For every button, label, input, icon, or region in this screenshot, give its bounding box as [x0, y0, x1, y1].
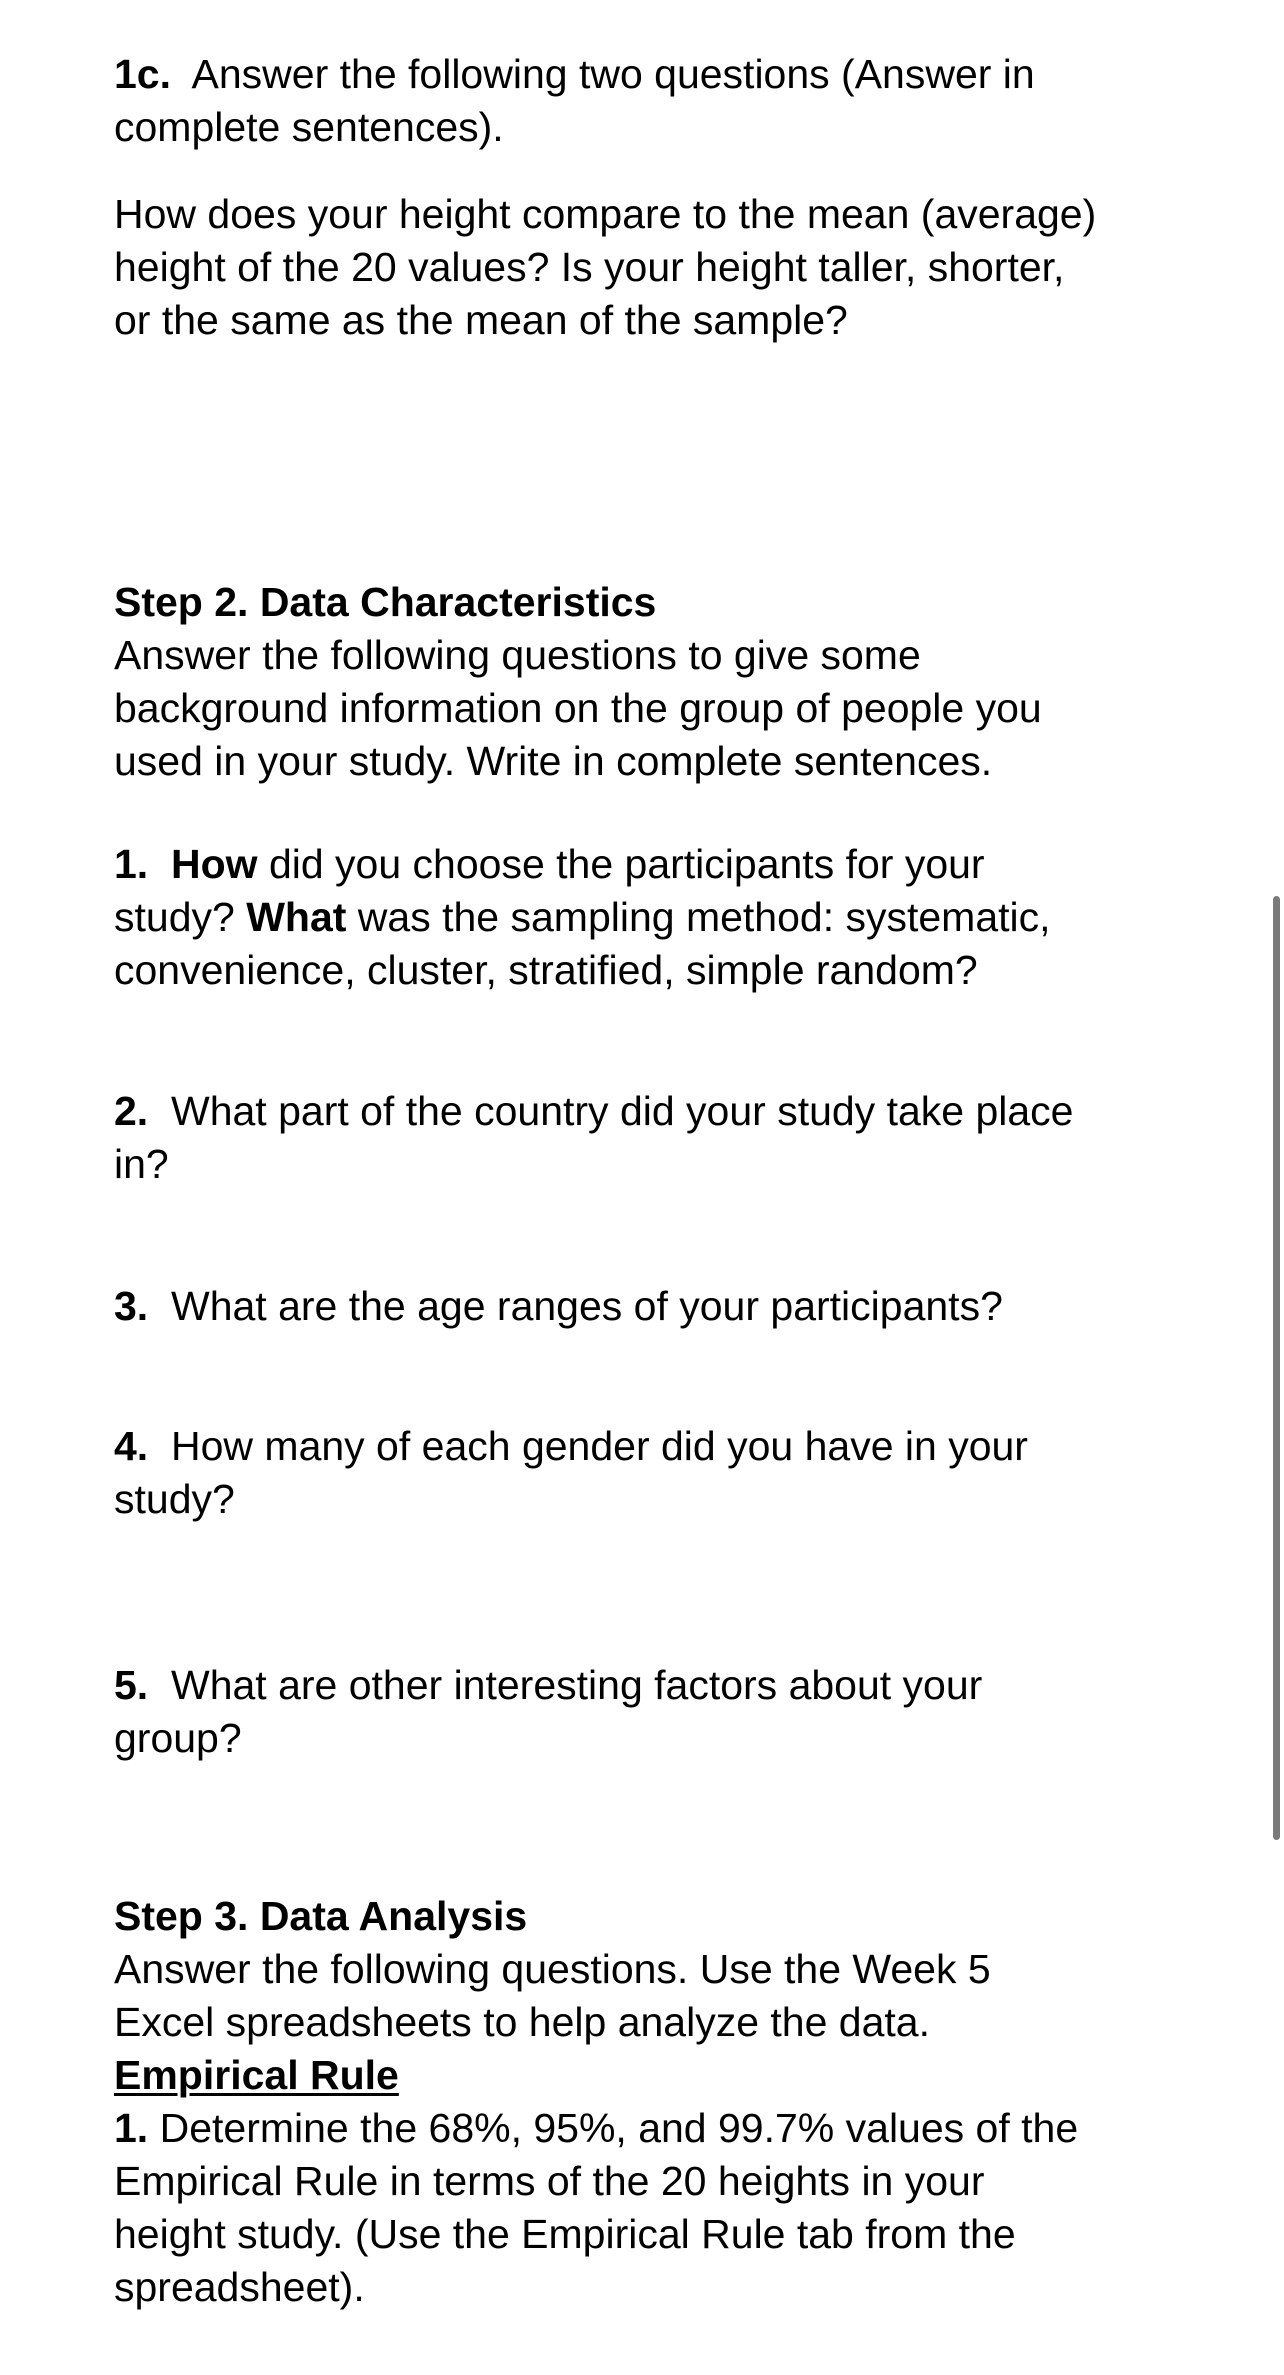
step-2-question-2: 2. What part of the country did your study take place in? [114, 1088, 1074, 1187]
step-2-heading: Step 2. Data Characteristics [114, 579, 657, 625]
vertical-scrollbar[interactable] [1273, 896, 1280, 1840]
question-1c-prompt: How does your height compare to the mean (average) height of the 20 values? Is your height taller, shorter, or the same as the mean of the sample? [114, 191, 1097, 343]
step-2-question-3: 3. What are the age ranges of your participants? [114, 1283, 1003, 1329]
step-3-section: Step 3. Data Analysis Answer the following questions. Use the Week 5 Excel spreadsheets to help analyze the data. Empirical Rule 1. Determine the 68%, 95%, and 99.7% values of the Empirical Rule in terms of the 20 heights in your height study. (Use the Empirical Rule tab from the spreadsheet). [114, 1890, 1204, 2314]
step-2-intro: Answer the following questions to give some [114, 632, 921, 678]
step-3-intro: Answer the following questions. Use the Week 5 [114, 1946, 991, 1992]
step-2-question-5: 5. What are other interesting factors about your group? [114, 1662, 983, 1761]
question-1c-number: 1c. [114, 51, 171, 97]
question-1c [114, 48, 1204, 154]
step-2-section: Step 2. Data Characteristics Answer the following questions to give some background information on the group of people you used in your study. Write in complete sentences. [114, 576, 1204, 788]
empirical-rule-heading: Empirical Rule [114, 2052, 399, 2098]
step-3-question-1: 1. Determine the 68%, 95%, and 99.7% values of the [114, 2105, 1079, 2151]
step-3-heading: Step 3. Data Analysis [114, 1893, 528, 1939]
question-1c-line-2: complete sentences). [114, 104, 504, 150]
step-2-question-4: 4. How many of each gender did you have in your study? [114, 1423, 1028, 1522]
step-2-question-1: 1. How did you choose the participants for your study? What was the sampling method: systematic, convenience, cluster, stratified, simple random? [114, 841, 1051, 993]
question-1c-line-1: 1c. Answer the following two questions (Answer in [114, 51, 1035, 97]
